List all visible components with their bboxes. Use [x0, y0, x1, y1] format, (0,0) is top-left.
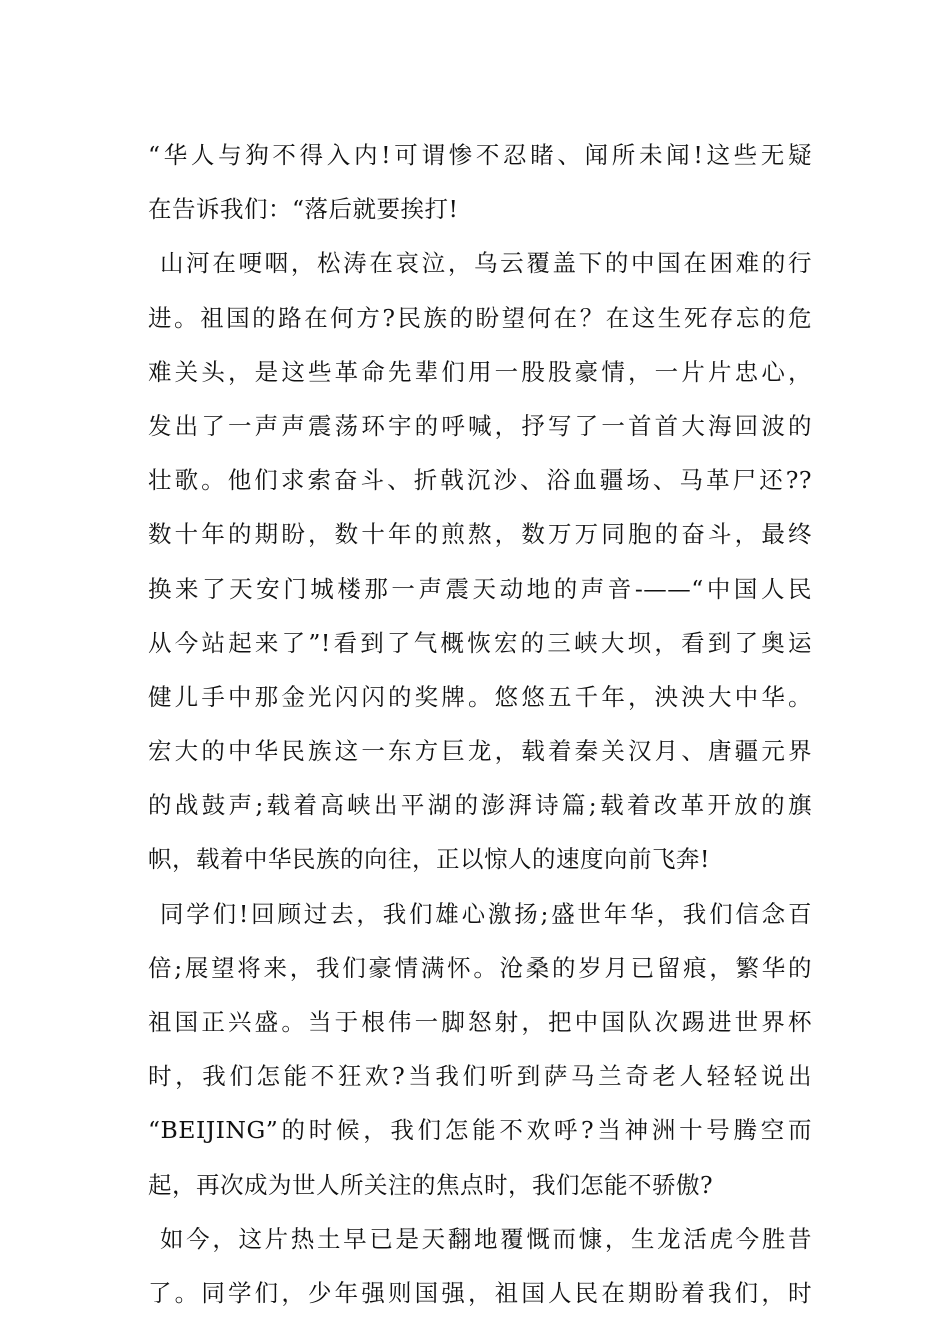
text-line: 宏大的中华民族这一东方巨龙，载着秦关汉月、唐疆元界	[148, 737, 812, 766]
text-line: 如今，这片热土早已是天翻地覆慨而慷，生龙活虎今胜昔	[160, 1224, 812, 1253]
text-line: 同学们!回顾过去，我们雄心激扬;盛世年华，我们信念百	[160, 899, 812, 928]
text-line: 起，再次成为世人所关注的焦点时，我们怎能不骄傲?	[148, 1170, 714, 1199]
text-line: 在告诉我们：“落后就要挨打!	[148, 195, 459, 224]
text-line: 壮歌。他们求索奋斗、折戟沉沙、浴血疆场、马革尸还??	[148, 466, 812, 495]
text-line: 帜，载着中华民族的向往，正以惊人的速度向前飞奔!	[148, 845, 710, 874]
text-line: 从今站起来了”!看到了气概恢宏的三峡大坝，看到了奥运	[148, 628, 812, 657]
text-line: 难关头，是这些革命先辈们用一股股豪情，一片片忠心，	[148, 357, 812, 386]
text-line: 发出了一声声震荡环宇的呼喊，抒写了一首首大海回波的	[148, 411, 812, 440]
text-line: 时，我们怎能不狂欢?当我们听到萨马兰奇老人轻轻说出	[148, 1062, 812, 1091]
text-line: 健儿手中那金光闪闪的奖牌。悠悠五千年，泱泱大中华。	[148, 682, 812, 711]
text-line: 的战鼓声;载着高峡出平湖的澎湃诗篇;载着改革开放的旗	[148, 791, 812, 820]
text-line: 数十年的期盼，数十年的煎熬，数万万同胞的奋斗，最终	[148, 520, 812, 549]
text-line: 祖国正兴盛。当于根伟一脚怒射，把中国队次踢进世界杯	[148, 1008, 812, 1036]
text-line: 山河在哽咽，松涛在哀泣，乌云覆盖下的中国在困难的行	[160, 249, 812, 278]
text-line: 了。同学们，少年强则国强，祖国人民在期盼着我们，时	[148, 1278, 812, 1307]
text-line: “华人与狗不得入内!可谓惨不忍睹、闻所未闻!这些无疑	[148, 141, 812, 169]
text-line: 进。祖国的路在何方?民族的盼望何在？在这生死存忘的危	[148, 303, 812, 332]
text-line: “BEIJING”的时候，我们怎能不欢呼?当神洲十号腾空而	[148, 1116, 812, 1145]
body-text	[148, 128, 812, 1320]
text-line: 换来了天安门城楼那一声震天动地的声音-——“中国人民	[148, 574, 812, 603]
text-line: 倍;展望将来，我们豪情满怀。沧桑的岁月已留痕，繁华的	[148, 953, 812, 982]
